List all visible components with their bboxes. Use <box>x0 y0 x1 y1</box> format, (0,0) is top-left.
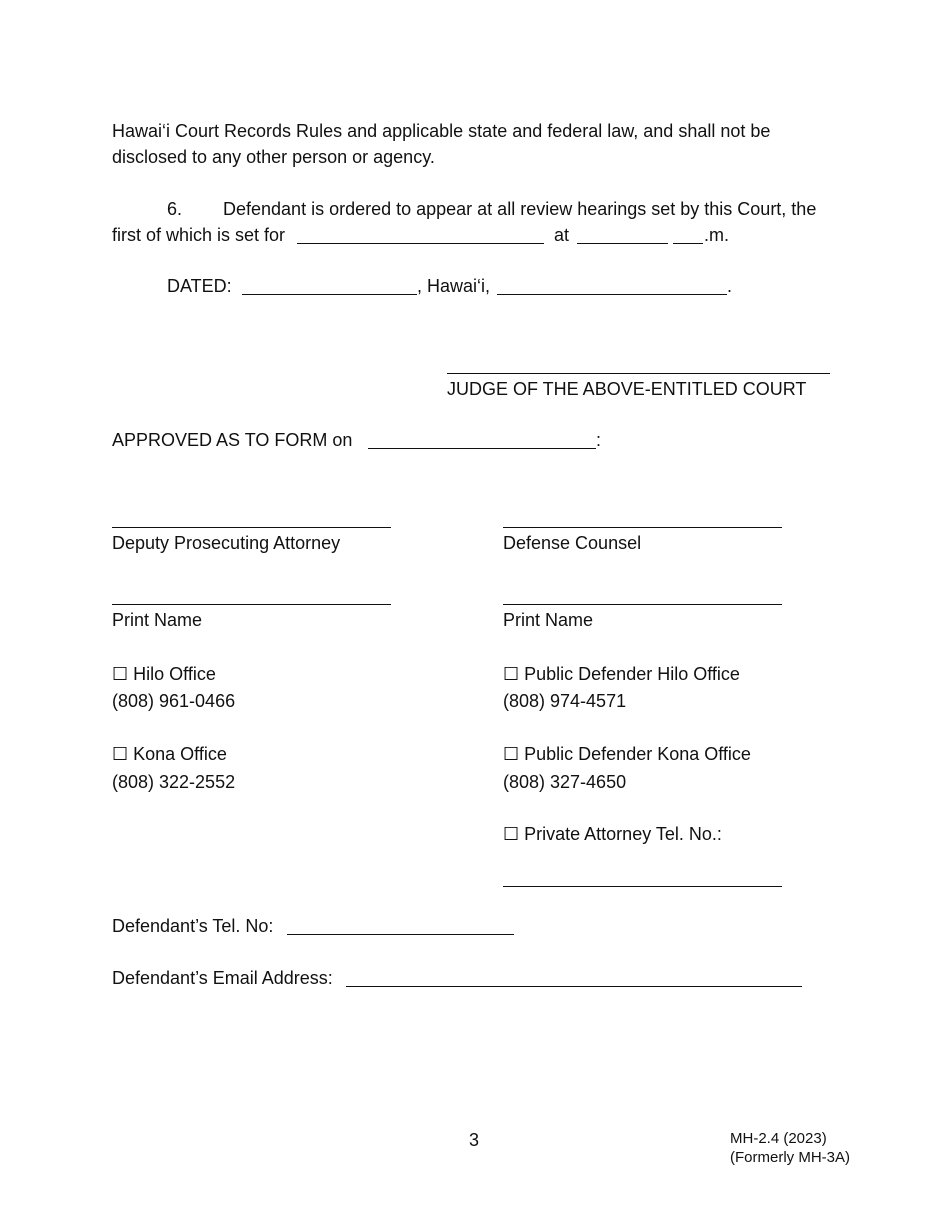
pd-hilo-checkbox[interactable]: ☐ Public Defender Hilo Office <box>503 664 740 684</box>
kona-office-phone: (808) 322-2552 <box>112 772 236 792</box>
approved-label: APPROVED AS TO FORM on <box>112 430 353 450</box>
dated-date-field[interactable] <box>242 294 417 295</box>
hearing-time-field[interactable] <box>577 243 668 244</box>
approved-date-field[interactable] <box>368 448 596 449</box>
defendant-email-label: Defendant’s Email Address: <box>112 968 333 988</box>
judge-label: JUDGE OF THE ABOVE-ENTITLED COURT <box>447 379 807 399</box>
form-id: MH-2.4 (2023) <box>730 1130 827 1147</box>
approved-end: : <box>596 430 602 450</box>
dated-city-field[interactable] <box>497 294 727 295</box>
defense-print-name-line[interactable] <box>503 604 782 605</box>
dated-label: DATED: <box>167 276 232 296</box>
prosecutor-print-name-line[interactable] <box>112 604 391 605</box>
pd-kona-phone: (808) 327-4650 <box>503 772 627 792</box>
defendant-tel-field[interactable] <box>287 934 514 935</box>
defendant-email-field[interactable] <box>346 986 802 987</box>
at-label: at <box>554 225 570 245</box>
dated-end: . <box>727 276 733 296</box>
item-number: 6. <box>167 199 183 219</box>
paragraph-line-1: Hawai‘i Court Records Rules and applicable state and federal law, and shall not be <box>112 121 771 141</box>
pd-hilo-phone: (808) 974-4571 <box>503 691 627 711</box>
hearing-date-field[interactable] <box>297 243 544 244</box>
item6-line-1: Defendant is ordered to appear at all review hearings set by this Court, the <box>223 199 817 219</box>
defense-title: Defense Counsel <box>503 533 642 553</box>
form-formerly: (Formerly MH-3A) <box>730 1149 850 1166</box>
hilo-office-phone: (808) 961-0466 <box>112 691 236 711</box>
kona-office-checkbox[interactable]: ☐ Kona Office <box>112 744 227 764</box>
judge-signature-line[interactable] <box>447 373 830 374</box>
prosecutor-title: Deputy Prosecuting Attorney <box>112 533 341 553</box>
private-attorney-checkbox[interactable]: ☐ Private Attorney Tel. No.: <box>503 824 722 844</box>
defense-print-name-label: Print Name <box>503 610 594 630</box>
paragraph-line-2: disclosed to any other person or agency. <box>112 147 435 167</box>
hilo-office-checkbox[interactable]: ☐ Hilo Office <box>112 664 216 684</box>
defense-signature-line[interactable] <box>503 527 782 528</box>
item6-line-2: first of which is set for <box>112 225 286 245</box>
defendant-tel-label: Defendant’s Tel. No: <box>112 916 274 936</box>
pd-kona-checkbox[interactable]: ☐ Public Defender Kona Office <box>503 744 751 764</box>
private-attorney-phone-line[interactable] <box>503 886 782 887</box>
hearing-ampm-field[interactable] <box>673 243 703 244</box>
prosecutor-signature-line[interactable] <box>112 527 391 528</box>
prosecutor-print-name-label: Print Name <box>112 610 203 630</box>
page-number: 3 <box>469 1130 480 1150</box>
dated-place: , Hawai‘i, <box>417 276 491 296</box>
am-pm-suffix: .m. <box>704 225 729 245</box>
